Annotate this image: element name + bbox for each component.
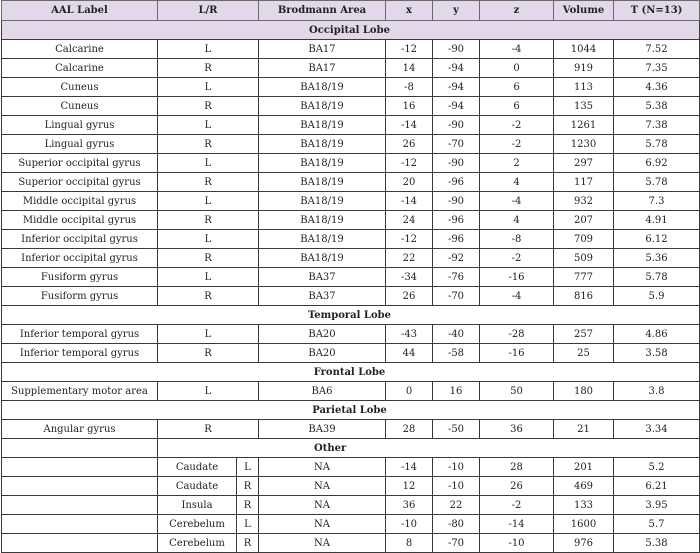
lr-cell: R [158,420,259,439]
table-row [2,135,700,154]
aal-label-cell: Cerebelum [158,534,237,553]
lr-cell: R [237,534,259,553]
aal-label-cell: Superior occipital gyrus [2,154,158,173]
z-cell: 2 [480,154,554,173]
z-cell: -10 [480,534,554,553]
section-row-parietal-lobe [2,401,700,420]
z-cell: -2 [480,249,554,268]
lr-cell: L [237,515,259,534]
lr-cell: R [158,249,259,268]
t-cell: 6.92 [614,154,700,173]
lr-cell: L [237,458,259,477]
empty-label-cell [2,477,158,496]
x-cell: -12 [386,154,433,173]
table-row [2,420,700,439]
empty-label-cell [2,458,158,477]
activation-table [1,0,700,553]
t-cell: 5.9 [614,287,700,306]
y-cell: -10 [433,477,480,496]
brodmann-cell: BA20 [259,344,386,363]
table-row [2,59,700,78]
t-cell: 4.91 [614,211,700,230]
y-cell: -10 [433,458,480,477]
aal-label-cell: Cerebelum [158,515,237,534]
z-cell: 26 [480,477,554,496]
col-header-x: x [386,1,433,21]
col-header-t: T (N=13) [614,1,700,21]
lr-cell: R [158,135,259,154]
table-row [2,211,700,230]
y-cell: -70 [433,534,480,553]
z-cell: -2 [480,496,554,515]
t-cell: 7.52 [614,40,700,59]
z-cell: 6 [480,97,554,116]
z-cell: -4 [480,287,554,306]
z-cell: 28 [480,458,554,477]
aal-label-cell: Middle occipital gyrus [2,192,158,211]
aal-label-cell: Inferior temporal gyrus [2,325,158,344]
empty-label-cell [2,534,158,553]
table-row [2,40,700,59]
x-cell: -12 [386,40,433,59]
aal-label-cell: Inferior occipital gyrus [2,249,158,268]
section-title: Temporal Lobe [308,309,391,321]
z-cell: -16 [480,344,554,363]
volume-cell: 117 [554,173,614,192]
section-cell [2,21,700,40]
lr-cell: L [158,40,259,59]
t-cell: 3.8 [614,382,700,401]
table-row [2,97,700,116]
x-cell: -10 [386,515,433,534]
t-cell: 7.3 [614,192,700,211]
z-cell: -2 [480,116,554,135]
brodmann-cell: BA18/19 [259,192,386,211]
lr-cell: L [158,154,259,173]
section-title: Occipital Lobe [309,24,390,36]
brodmann-cell: BA18/19 [259,211,386,230]
brodmann-cell: BA18/19 [259,116,386,135]
volume-cell: 509 [554,249,614,268]
col-header-y: y [433,1,480,21]
aal-label-cell: Lingual gyrus [2,135,158,154]
brodmann-cell: BA18/19 [259,135,386,154]
volume-cell: 1600 [554,515,614,534]
brodmann-cell: NA [259,458,386,477]
x-cell: -34 [386,268,433,287]
y-cell: -96 [433,211,480,230]
z-cell: -2 [480,135,554,154]
section-row-frontal-lobe [2,363,700,382]
section-cell [158,439,700,458]
x-cell: -12 [386,230,433,249]
volume-cell: 469 [554,477,614,496]
x-cell: 22 [386,249,433,268]
table-row [2,477,700,496]
table-row [2,268,700,287]
t-cell: 7.35 [614,59,700,78]
aal-label-cell: Fusiform gyrus [2,268,158,287]
lr-cell: R [237,496,259,515]
aal-label-cell: Calcarine [2,59,158,78]
section-cell [2,401,700,420]
volume-cell: 113 [554,78,614,97]
x-cell: 20 [386,173,433,192]
brodmann-cell: BA37 [259,287,386,306]
brodmann-cell: BA18/19 [259,97,386,116]
y-cell: -90 [433,116,480,135]
brodmann-cell: BA6 [259,382,386,401]
t-cell: 5.78 [614,135,700,154]
y-cell: 16 [433,382,480,401]
y-cell: -96 [433,230,480,249]
t-cell: 5.38 [614,534,700,553]
table-row [2,78,700,97]
y-cell: -94 [433,78,480,97]
aal-label-cell: Calcarine [2,40,158,59]
z-cell: -14 [480,515,554,534]
aal-label-cell: Cuneus [2,78,158,97]
t-cell: 3.95 [614,496,700,515]
brodmann-cell: BA17 [259,59,386,78]
x-cell: 24 [386,211,433,230]
aal-label-cell: Supplementary motor area [2,382,158,401]
brodmann-cell: NA [259,477,386,496]
z-cell: -4 [480,40,554,59]
t-cell: 5.36 [614,249,700,268]
aal-label-cell: Fusiform gyrus [2,287,158,306]
table-row [2,192,700,211]
lr-cell: L [158,116,259,135]
section-row-other [2,439,700,458]
t-cell: 5.38 [614,97,700,116]
x-cell: 44 [386,344,433,363]
volume-cell: 207 [554,211,614,230]
aal-label-cell: Insula [158,496,237,515]
x-cell: 8 [386,534,433,553]
x-cell: -43 [386,325,433,344]
table-row [2,534,700,553]
brodmann-cell: BA18/19 [259,173,386,192]
table-row [2,344,700,363]
y-cell: -90 [433,40,480,59]
table-row [2,116,700,135]
section-title: Frontal Lobe [313,366,386,378]
section-cell [2,306,700,325]
y-cell: -50 [433,420,480,439]
section-cell [2,363,700,382]
z-cell: 4 [480,173,554,192]
z-cell: -28 [480,325,554,344]
section-title: Parietal Lobe [312,404,387,416]
brodmann-cell: BA17 [259,40,386,59]
x-cell: 0 [386,382,433,401]
col-header-lr: L/R [158,1,259,21]
t-cell: 4.36 [614,78,700,97]
table-row [2,249,700,268]
z-cell: 4 [480,211,554,230]
brodmann-cell: BA20 [259,325,386,344]
volume-cell: 180 [554,382,614,401]
volume-cell: 919 [554,59,614,78]
volume-cell: 257 [554,325,614,344]
table-row [2,458,700,477]
lr-cell: R [158,344,259,363]
y-cell: -96 [433,173,480,192]
col-header-brodmann: Brodmann Area [259,1,386,21]
t-cell: 6.21 [614,477,700,496]
brodmann-cell: BA18/19 [259,154,386,173]
volume-cell: 1230 [554,135,614,154]
volume-cell: 133 [554,496,614,515]
brodmann-cell: NA [259,496,386,515]
volume-cell: 25 [554,344,614,363]
y-cell: -90 [433,192,480,211]
x-cell: 26 [386,287,433,306]
col-header-z: z [480,1,554,21]
lr-cell: R [158,97,259,116]
lr-cell: L [158,382,259,401]
z-cell: 6 [480,78,554,97]
z-cell: 50 [480,382,554,401]
aal-label-cell: Middle occipital gyrus [2,211,158,230]
y-cell: -92 [433,249,480,268]
lr-cell: L [158,192,259,211]
volume-cell: 21 [554,420,614,439]
aal-label-cell: Angular gyrus [2,420,158,439]
table-body [2,21,700,553]
y-cell: -76 [433,268,480,287]
lr-cell: R [158,173,259,192]
aal-label-cell: Superior occipital gyrus [2,173,158,192]
brodmann-cell: BA18/19 [259,230,386,249]
col-header-volume: Volume [554,1,614,21]
z-cell: 0 [480,59,554,78]
lr-cell: R [158,59,259,78]
table-row [2,382,700,401]
aal-label-cell: Inferior temporal gyrus [2,344,158,363]
table-row [2,287,700,306]
t-cell: 5.78 [614,268,700,287]
brodmann-cell: BA37 [259,268,386,287]
lr-cell: L [158,268,259,287]
y-cell: -80 [433,515,480,534]
x-cell: 36 [386,496,433,515]
t-cell: 7.38 [614,116,700,135]
brodmann-cell: BA39 [259,420,386,439]
x-cell: 14 [386,59,433,78]
brodmann-cell: BA18/19 [259,78,386,97]
table-row [2,173,700,192]
t-cell: 5.2 [614,458,700,477]
aal-label-cell: Inferior occipital gyrus [2,230,158,249]
volume-cell: 816 [554,287,614,306]
volume-cell: 976 [554,534,614,553]
lr-cell: L [158,230,259,249]
volume-cell: 297 [554,154,614,173]
y-cell: -40 [433,325,480,344]
empty-label-cell [2,515,158,534]
aal-label-cell: Caudate [158,458,237,477]
brodmann-cell: NA [259,534,386,553]
aal-label-cell: Cuneus [2,97,158,116]
col-header-aal-label: AAL Label [2,1,158,21]
x-cell: -14 [386,116,433,135]
z-cell: 36 [480,420,554,439]
volume-cell: 1044 [554,40,614,59]
section-title: Other [314,442,347,454]
volume-cell: 1261 [554,116,614,135]
table-row [2,496,700,515]
t-cell: 3.58 [614,344,700,363]
lr-cell: R [158,287,259,306]
x-cell: 26 [386,135,433,154]
table-row [2,154,700,173]
y-cell: -94 [433,59,480,78]
y-cell: -94 [433,97,480,116]
x-cell: -8 [386,78,433,97]
t-cell: 4.86 [614,325,700,344]
t-cell: 3.34 [614,420,700,439]
z-cell: -4 [480,192,554,211]
t-cell: 5.78 [614,173,700,192]
header-row [2,1,700,21]
lr-cell: R [237,477,259,496]
section-row-temporal-lobe [2,306,700,325]
aal-label-cell: Caudate [158,477,237,496]
y-cell: -90 [433,154,480,173]
x-cell: 16 [386,97,433,116]
brodmann-cell: BA18/19 [259,249,386,268]
lr-cell: L [158,78,259,97]
x-cell: -14 [386,192,433,211]
z-cell: -16 [480,268,554,287]
volume-cell: 932 [554,192,614,211]
volume-cell: 709 [554,230,614,249]
x-cell: 12 [386,477,433,496]
y-cell: 22 [433,496,480,515]
brodmann-cell: NA [259,515,386,534]
volume-cell: 201 [554,458,614,477]
aal-label-cell: Lingual gyrus [2,116,158,135]
table-row [2,230,700,249]
x-cell: 28 [386,420,433,439]
volume-cell: 135 [554,97,614,116]
lr-cell: R [158,211,259,230]
t-cell: 6.12 [614,230,700,249]
y-cell: -58 [433,344,480,363]
t-cell: 5.7 [614,515,700,534]
z-cell: -8 [480,230,554,249]
section-blank-cell [2,439,158,458]
empty-label-cell [2,496,158,515]
y-cell: -70 [433,135,480,154]
section-row-occipital-lobe [2,21,700,40]
x-cell: -14 [386,458,433,477]
volume-cell: 777 [554,268,614,287]
table-row [2,325,700,344]
lr-cell: L [158,325,259,344]
y-cell: -70 [433,287,480,306]
table-row [2,515,700,534]
